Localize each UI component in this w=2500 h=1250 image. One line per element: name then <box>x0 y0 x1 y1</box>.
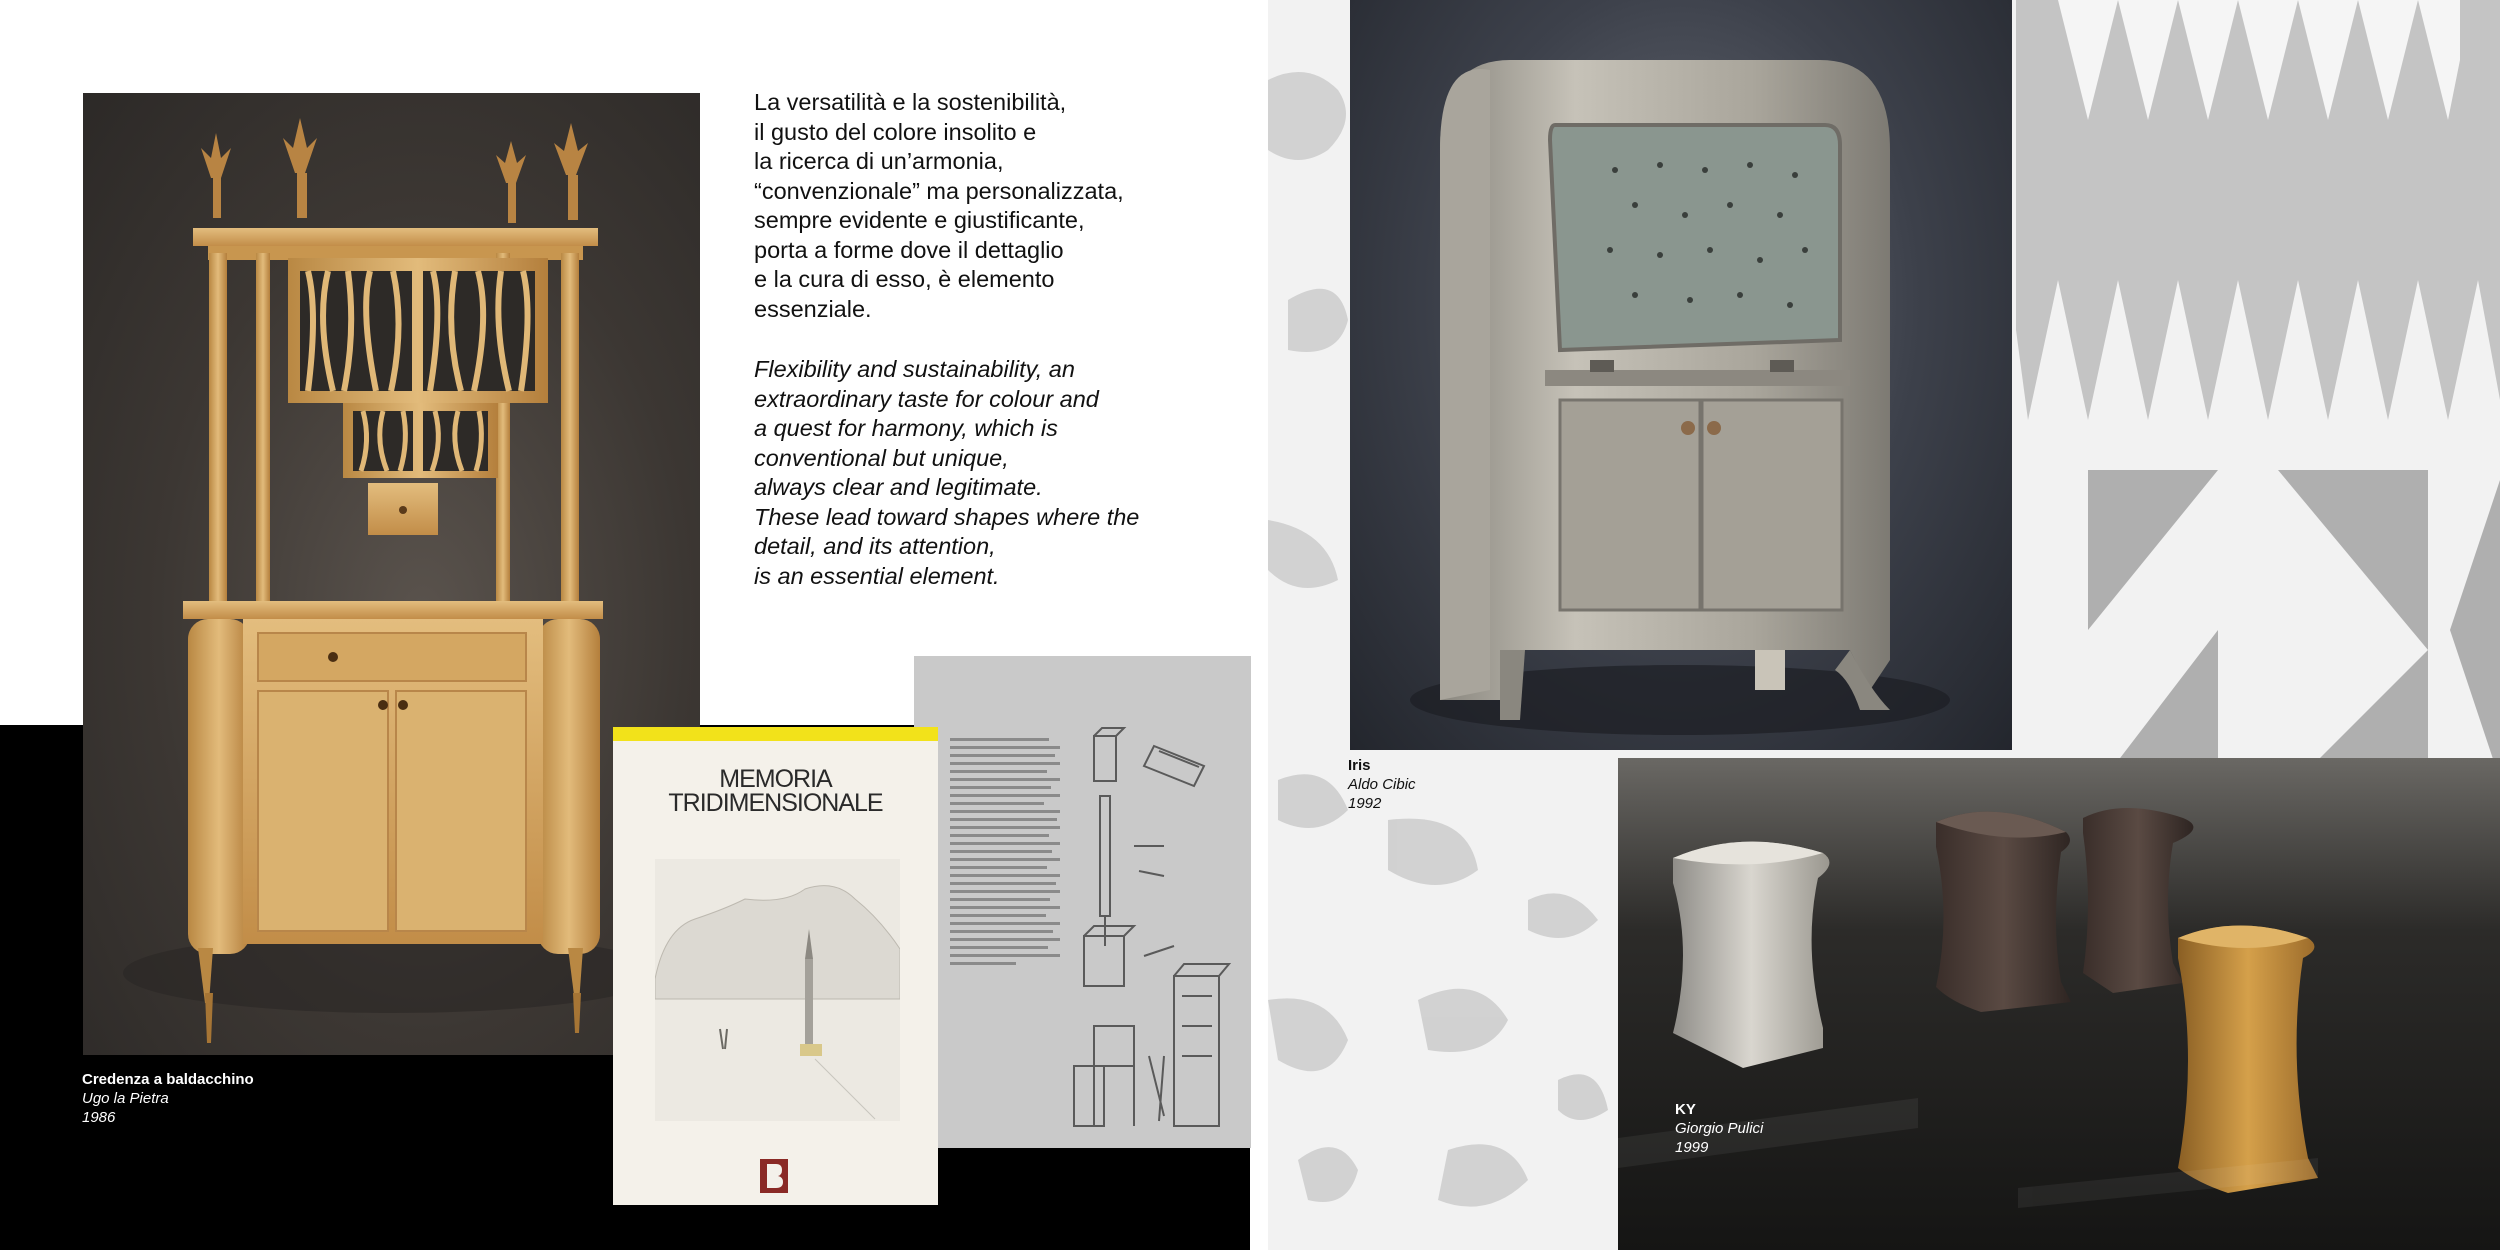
iris-cabinet-illustration <box>1350 0 2012 750</box>
iris-title: Iris <box>1348 757 1371 774</box>
ky-stools-illustration <box>1618 758 2500 1250</box>
iris-photo <box>1350 0 2012 750</box>
ky-title: KY <box>1675 1101 1696 1118</box>
book-title: MEMORIA TRIDIMENSIONALE <box>668 765 883 817</box>
intro-text-italian: La versatilità e la sostenibilità, il gusto del colore insolito e la ricerca di un’armonia, “convenzionale” ma personalizzata, sempre evidente e giustificante, porta a forme dove il dettaglio e la cura di esso, è elemento essenziale. <box>754 89 1124 322</box>
iris-caption <box>1348 756 1416 813</box>
book-cover-illustration <box>655 859 900 1121</box>
iris-designer: Aldo Cibic <box>1348 776 1416 793</box>
iris-year: 1992 <box>1348 795 1382 812</box>
credenza-title: Credenza a baldacchino <box>82 1071 254 1088</box>
sketch-page-image <box>914 656 1251 1148</box>
ky-caption <box>1675 1100 1763 1157</box>
ky-year: 1999 <box>1675 1139 1709 1156</box>
intro-text-english: Flexibility and sustainability, an extraordinary taste for colour and a quest for harmony, which is conventional but unique, always clear and legitimate. These lead toward shapes where the detail, and its attention, is an essential element. <box>754 356 1140 589</box>
right-page <box>1268 0 2500 1250</box>
book-cover-yellow-stripe <box>613 727 938 741</box>
sketch-text-column <box>950 738 1060 970</box>
credenza-designer: Ugo la Pietra <box>82 1090 169 1107</box>
publisher-logo-icon <box>760 1159 788 1193</box>
credenza-caption <box>82 1070 254 1127</box>
credenza-year: 1986 <box>82 1109 116 1126</box>
ky-designer: Giorgio Pulici <box>1675 1120 1764 1137</box>
credenza-photo <box>83 93 700 1055</box>
ky-stools-photo <box>1618 758 2500 1250</box>
furniture-sketches <box>1064 726 1244 1136</box>
book-cover-memoria-tridimensionale <box>613 727 938 1205</box>
credenza-illustration <box>83 93 700 1055</box>
